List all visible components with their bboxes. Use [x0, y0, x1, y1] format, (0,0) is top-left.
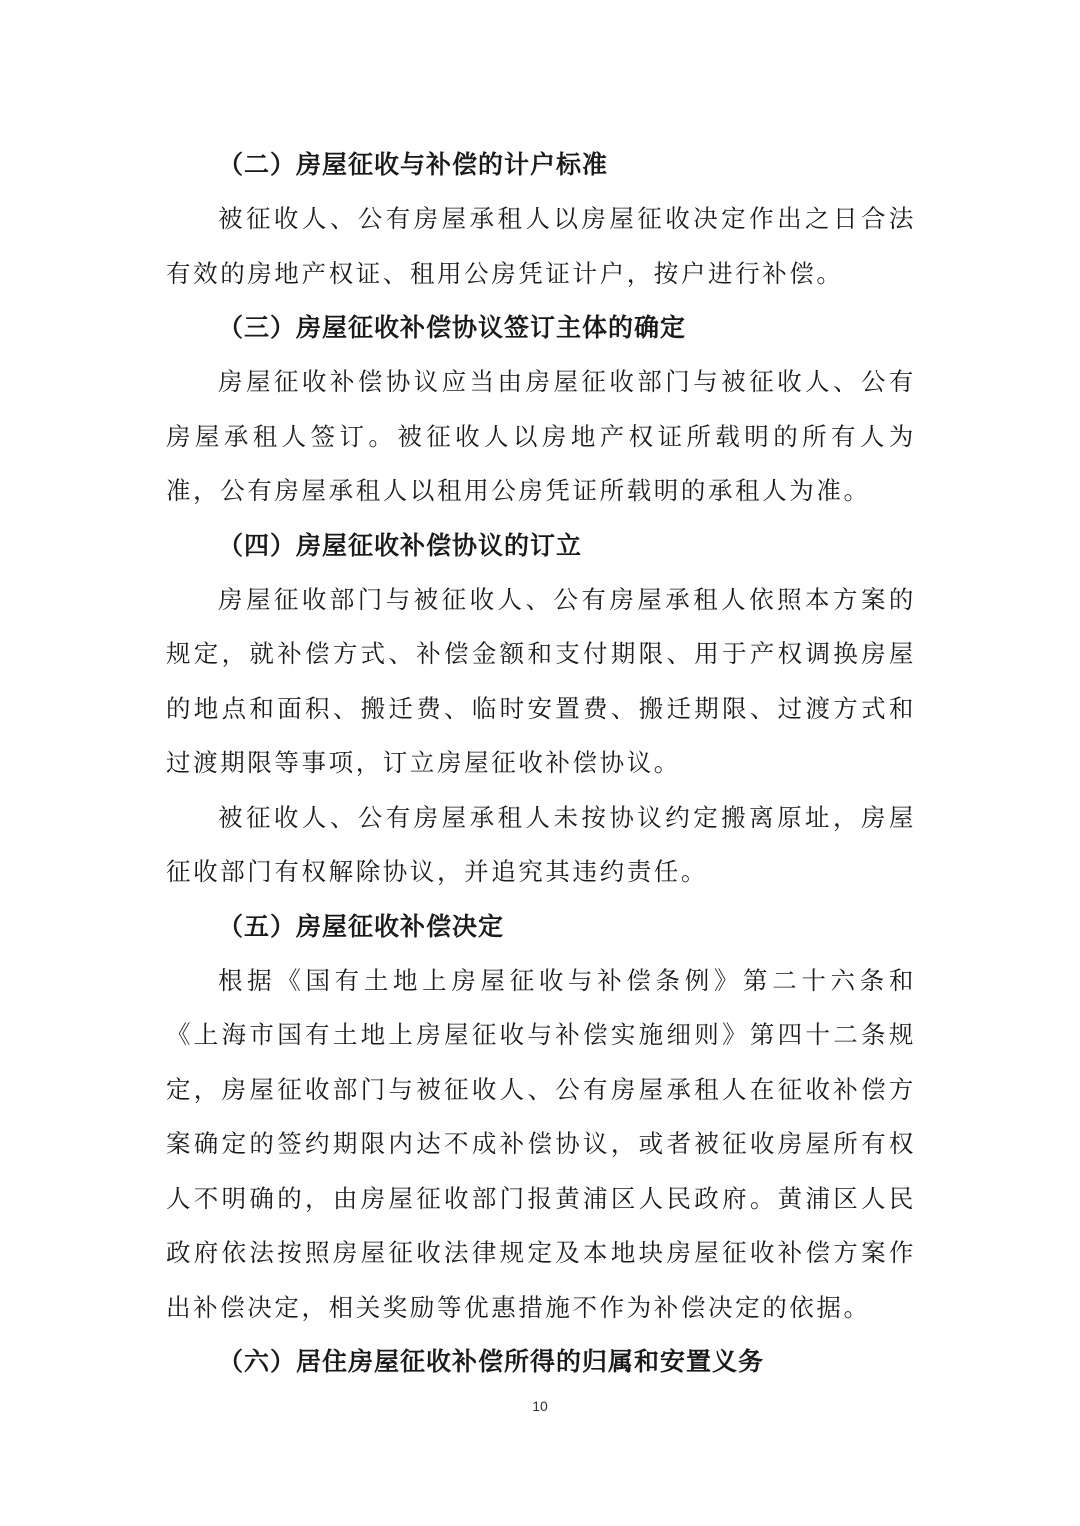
section-2-paragraph-1: 被征收人、公有房屋承租人以房屋征收决定作出之日合法有效的房地产权证、租用公房凭证计户，按户进行补偿。 — [166, 204, 916, 288]
section-heading-2: （二）房屋征收与补偿的计户标准 — [218, 150, 609, 179]
document-body — [166, 138, 916, 1389]
page-number: 10 — [532, 1398, 548, 1414]
section-heading-6: （六）居住房屋征收补偿所得的归属和安置义务 — [218, 1347, 765, 1376]
section-heading-4: （四）房屋征收补偿协议的订立 — [218, 530, 583, 560]
section-heading-3: （三）房屋征收补偿协议签订主体的确定 — [218, 313, 687, 342]
section-4-paragraph-2: 被征收人、公有房屋承租人未按协议约定搬离原址，房屋征收部门有权解除协议，并追究其违约责任。 — [166, 802, 916, 886]
section-3-paragraph-1: 房屋征收补偿协议应当由房屋征收部门与被征收人、公有房屋承租人签订。被征收人以房地产权证所载明的所有人为准，公有房屋承租人以租用公房凭证所载明的承租人为准。 — [166, 367, 916, 505]
section-heading-5: （五）房屋征收补偿决定 — [218, 911, 505, 941]
section-5-paragraph-1: 根据《国有土地上房屋征收与补偿条例》第二十六条和《上海市国有土地上房屋征收与补偿实施细则》第四十二条规定，房屋征收部门与被征收人、公有房屋承租人在征收补偿方案确定的签约期限内达不成补偿协议，或者被征收房屋所有权人不明确的，由房屋征收部门报黄浦区人民政府。黄浦区人民政府依法按照房屋征收法律规定及本地块房屋征收补偿方案作出补偿决定，相关奖励等优惠措施不作为补偿决定的依据。 — [166, 965, 916, 1322]
section-4-paragraph-1: 房屋征收部门与被征收人、公有房屋承租人依照本方案的规定，就补偿方式、补偿金额和支付期限、用于产权调换房屋的地点和面积、搬迁费、临时安置费、搬迁期限、过渡方式和过渡期限等事项，订立房屋征收补偿协议。 — [166, 584, 916, 777]
